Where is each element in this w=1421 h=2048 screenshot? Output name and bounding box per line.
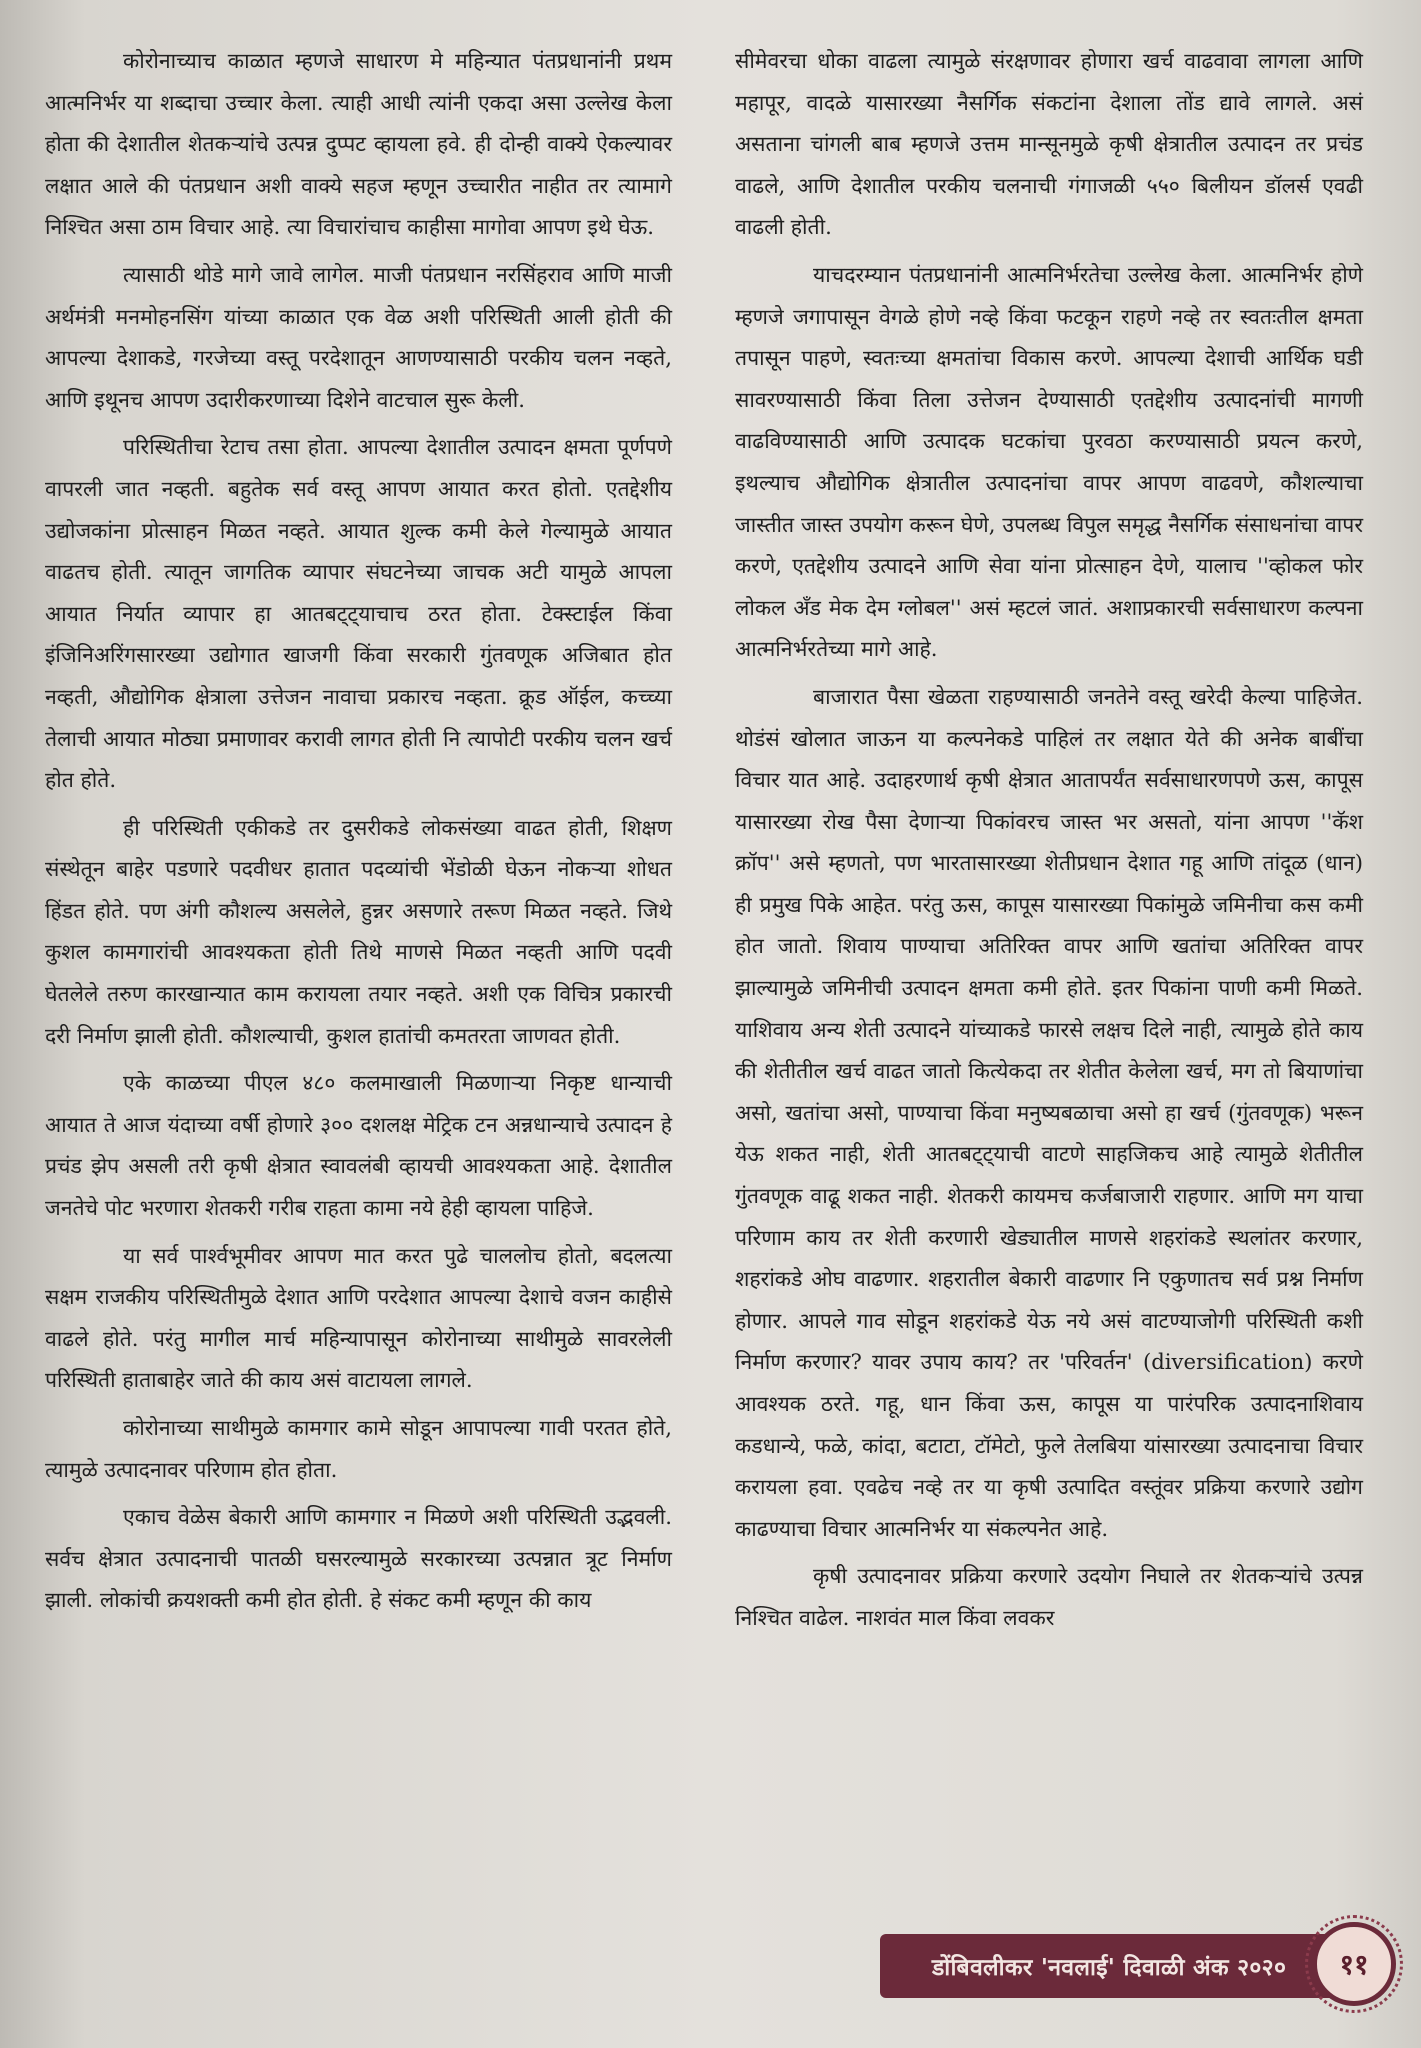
paragraph: एके काळच्या पीएल ४८० कलमाखाली मिळणाऱ्या निकृष्ट धान्याची आयात ते आज यंदाच्या वर्षी होणारे ३०० दशलक्ष मेट्रिक टन अन्नधान्याचे उत्पादन हे प्रचंड झेप असली तरी कृषी क्षेत्रात स्वावलंबी व्हायची आवश्यकता आहे. देशातील जनतेचे पोट भरणारा शेतकरी गरीब राहता कामा नये हेही व्हायला पाहिजे. [45, 1070, 672, 1221]
paragraph: कोरोनाच्या साथीमुळे कामगार कामे सोडून आपापल्या गावी परतत होते, त्यामुळे उत्पादनावर परिणाम होत होता. [45, 1415, 672, 1482]
paragraph: या सर्व पार्श्वभूमीवर आपण मात करत पुढे चाललोच होतो, बदलत्या सक्षम राजकीय परिस्थितीमुळे देशात आणि परदेशात आपल्या देशाचे वजन काहीसे वाढले होते. परंतु मागील मार्च महिन्यापासून कोरोनाच्या साथीमुळे सावरलेली परिस्थिती हाताबाहेर जाते की काय असं वाटायला लागले. [45, 1242, 672, 1393]
footer-banner [880, 1934, 1345, 1998]
paragraph: बाजारात पैसा खेळता राहण्यासाठी जनतेने वस्तू खरेदी केल्या पाहिजेत. थोडंसं खोलात जाऊन या कल्पनेकडे पाहिलं तर लक्षात येते की अनेक बाबींचा विचार यात आहे. उदाहरणार्थ कृषी क्षेत्रात आतापर्यंत सर्वसाधारणपणे ऊस, कापूस यासारख्या रोख पैसा देणाऱ्या पिकांवरच जास्त भर असतो, यांना आपण ''कॅश क्रॉप'' असे म्हणतो, पण भारतासारख्या शेतीप्रधान देशात गहू आणि तांदूळ (धान) ही प्रमुख पिके आहेत. परंतु ऊस, कापूस यासारख्या पिकांमुळे जमिनीचा कस कमी होत जातो. शिवाय पाण्याचा अतिरिक्त वापर आणि खतांचा अतिरिक्त वापर झाल्यामुळे जमिनीची उत्पादन क्षमता कमी होते. इतर पिकांना पाणी कमी मिळते. याशिवाय अन्य शेती उत्पादने यांच्याकडे फारसे लक्षच दिले नाही, त्यामुळे होते काय की शेतीतील खर्च वाढत जातो कित्येकदा तर शेतीत केलेला खर्च, मग तो बियाणांचा असो, खतांचा असो, पाण्याचा किंवा मनुष्यबळाचा असो हा खर्च (गुंतवणूक) भरून येऊ शकत नाही, शेती आतबट्ट्याची वाटणे साहजिकच आहे त्यामुळे शेतीतील गुंतवणूक वाढू शकत नाही. शेतकरी कायमच कर्जबाजारी राहणार. आणि मग याचा परिणाम काय तर शेती करणारी खेड्यातील माणसे शहरांकडे स्थलांतर करणार, शहरांकडे ओघ वाढणार. शहरातील बेकारी वाढणार नि एकुणातच सर्व प्रश्न निर्माण होणार. आपले गाव सोडून शहरांकडे येऊ नये असं वाटण्याजोगी परिस्थिती कशी निर्माण करणार? यावर उपाय काय? तर 'परिवर्तन' (diversification) करणे आवश्यक ठरते. गहू, धान किंवा ऊस, कापूस या पारंपरिक उत्पादनाशिवाय कडधान्ये, फळे, कांदा, बटाटा, टॉमेटो, फुले तेलबिया यांसारख्या उत्पादनाचा विचार करायला हवा. एवढेच नव्हे तर या कृषी उत्पादित वस्तूंवर प्रक्रिया करणारे उद्योग काढण्याचा विचार आत्मनिर्भर या संकल्पनेत आहे. [735, 683, 1363, 1541]
page-number-badge [1312, 1922, 1396, 2006]
paragraph: एकाच वेळेस बेकारी आणि कामगार न मिळणे अशी परिस्थिती उद्भवली. सर्वच क्षेत्रात उत्पादनाची पातळी घसरल्यामुळे सरकारच्या उत्पन्नात त्रूट निर्माण झाली. लोकांची क्रयशक्ती कमी होत होती. हे संकट कमी म्हणून की काय [45, 1504, 672, 1613]
left-column [45, 40, 672, 1627]
paragraph: कृषी उत्पादनावर प्रक्रिया करणारे उदयोग निघाले तर शेतकऱ्यांचे उत्पन्न निश्चित वाढेल. नाशवंत माल किंवा लवकर [735, 1563, 1363, 1630]
paragraph: त्यासाठी थोडे मागे जावे लागेल. माजी पंतप्रधान नरसिंहराव आणि माजी अर्थमंत्री मनमोहनसिंग यांच्या काळात एक वेळ अशी परिस्थिती आली होती की आपल्या देशाकडे, गरजेच्या वस्तू परदेशातून आणण्यासाठी परकीय चलन नव्हते, आणि इथूनच आपण उदारीकरणाच्या दिशेने वाटचाल सुरू केली. [45, 261, 672, 412]
paragraph: याचदरम्यान पंतप्रधानांनी आत्मनिर्भरतेचा उल्लेख केला. आत्मनिर्भर होणे म्हणजे जगापासून वेगळे होणे नव्हे किंवा फटकून राहणे नव्हे तर स्वतःतील क्षमता तपासून पाहणे, स्वतःच्या क्षमतांचा विकास करणे. आपल्या देशाची आर्थिक घडी सावरण्यासाठी किंवा तिला उत्तेजन देण्यासाठी एतद्देशीय उत्पादनांची मागणी वाढविण्यासाठी आणि उत्पादक घटकांचा पुरवठा करण्यासाठी प्रयत्न करणे, इथल्याच औद्योगिक क्षेत्रातील उत्पादनांचा वापर आपण वाढवणे, कौशल्याचा जास्तीत जास्त उपयोग करून घेणे, उपलब्ध विपुल समृद्ध नैसर्गिक संसाधनांचा वापर करणे, एतद्देशीय उत्पादने आणि सेवा यांना प्रोत्साहन देणे, यालाच ''व्होकल फोर लोकल अँड मेक देम ग्लोबल'' असं म्हटलं जातं. अशाप्रकारची सर्वसाधारण कल्पना आत्मनिर्भरतेच्या मागे आहे. [735, 261, 1363, 662]
paragraph: ही परिस्थिती एकीकडे तर दुसरीकडे लोकसंख्या वाढत होती, शिक्षण संस्थेतून बाहेर पडणारे पदवीधर हातात पदव्यांची भेंडोळी घेऊन नोकऱ्या शोधत हिंडत होते. पण अंगी कौशल्य असलेले, हुन्नर असणारे तरूण मिळत नव्हते. जिथे कुशल कामगारांची आवश्यकता होती तिथे माणसे मिळत नव्हती आणि पदवी घेतलेले तरुण कारखान्यात काम करायला तयार नव्हते. अशी एक विचित्र प्रकारची दरी निर्माण झाली होती. कौशल्याची, कुशल हातांची कमतरता जाणवत होती. [45, 814, 672, 1048]
paragraph: परिस्थितीचा रेटाच तसा होता. आपल्या देशातील उत्पादन क्षमता पूर्णपणे वापरली जात नव्हती. बहुतेक सर्व वस्तू आपण आयात करत होतो. एतद्देशीय उद्योजकांना प्रोत्साहन मिळत नव्हते. आयात शुल्क कमी केले गेल्यामुळे आयात वाढतच होती. त्यातून जागतिक व्यापार संघटनेच्या जाचक अटी यामुळे आपला आयात निर्यात व्यापार हा आतबट्ट्याचाच ठरत होता. टेक्स्टाईल किंवा इंजिनिअरिंगसारख्या उद्योगात खाजगी किंवा सरकारी गुंतवणूक अजिबात होत नव्हती, औद्योगिक क्षेत्राला उत्तेजन नावाचा प्रकारच नव्हता. क्रूड ऑईल, कच्च्या तेलाची आयात मोठ्या प्रमाणावर करावी लागत होती नि त्यापोटी परकीय चलन खर्च होत होते. [45, 434, 672, 793]
page-number: ११ [1339, 1948, 1369, 1981]
publication-name: डोंबिवलीकर 'नवलाई' दिवाळी अंक २०२० [932, 1955, 1287, 1981]
right-column [735, 40, 1363, 1645]
paragraph: कोरोनाच्याच काळात म्हणजे साधारण मे महिन्यात पंतप्रधानांनी प्रथम आत्मनिर्भर या शब्दाचा उच्चार केला. त्याही आधी त्यांनी एकदा असा उल्लेख केला होता की देशातील शेतकऱ्यांचे उत्पन्न दुप्पट व्हायला हवे. ही दोन्ही वाक्ये ऐकल्यावर लक्षात आले की पंतप्रधान अशी वाक्ये सहज म्हणून उच्चारीत नाहीत तर त्यामागे निश्चित असा ठाम विचार आहे. त्या विचारांचाच काहीसा मागोवा आपण इथे घेऊ. [45, 48, 672, 240]
paragraph: सीमेवरचा धोका वाढला त्यामुळे संरक्षणावर होणारा खर्च वाढवावा लागला आणि महापूर, वादळे यासारख्या नैसर्गिक संकटांना देशाला तोंड द्यावे लागले. असं असताना चांगली बाब म्हणजे उत्तम मान्सूनमुळे कृषी क्षेत्रातील उत्पादन तर प्रचंड वाढले, आणि देशातील परकीय चलनाची गंगाजळी ५५० बिलीयन डॉलर्स एवढी वाढली होती. [735, 48, 1363, 240]
